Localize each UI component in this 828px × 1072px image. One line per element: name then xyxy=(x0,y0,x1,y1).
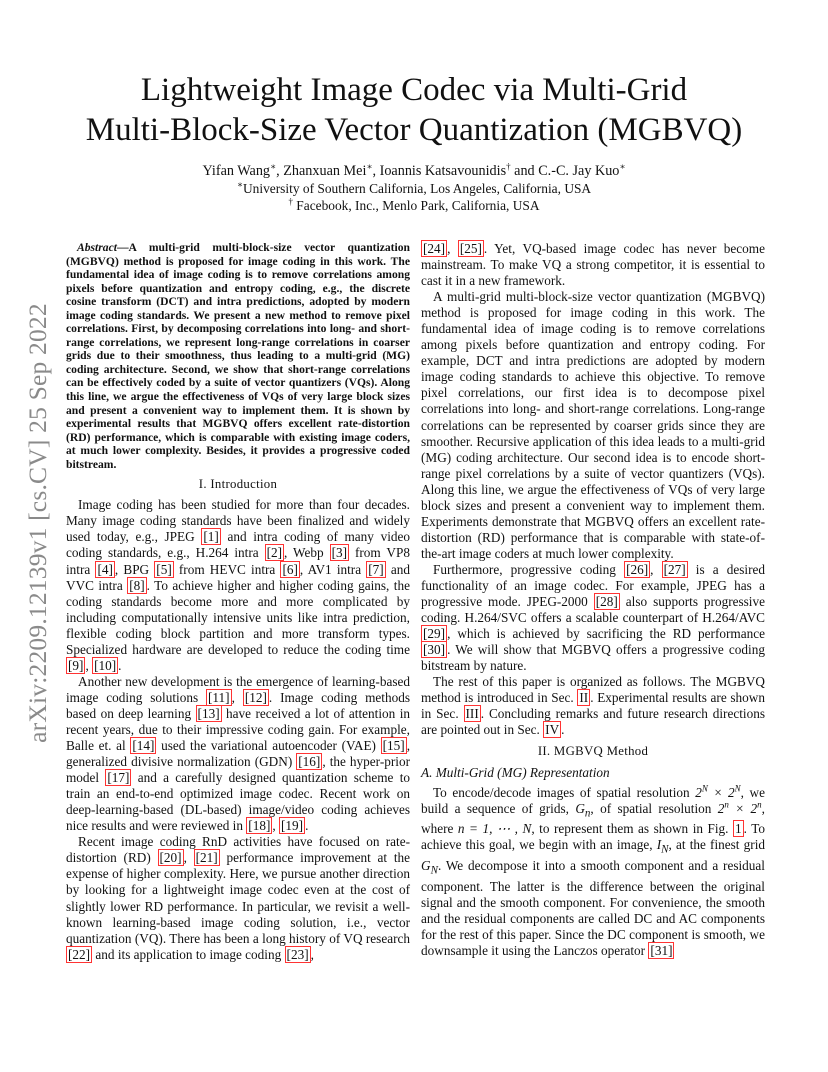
citation-link[interactable]: [2] xyxy=(266,545,283,561)
paragraph xyxy=(66,674,410,834)
affiliation-text: Facebook, Inc., Menlo Park, California, USA xyxy=(292,198,540,213)
separator: , xyxy=(276,163,284,179)
citation-link[interactable]: [13] xyxy=(197,705,220,721)
text-run: Furthermore, progressive coding xyxy=(433,561,625,577)
paper-title xyxy=(60,70,768,150)
text-run: used the variational autoencoder (VAE) xyxy=(156,738,381,754)
citation-link[interactable]: [4] xyxy=(97,561,113,577)
author-name: Yifan Wang xyxy=(202,163,271,179)
citation-link[interactable]: [19] xyxy=(280,818,304,834)
math-expression: $2^N \times 2^N$ xyxy=(695,783,741,800)
paragraph xyxy=(421,785,765,959)
citation-link[interactable]: [12] xyxy=(244,689,267,705)
citation-link[interactable]: [26] xyxy=(626,561,649,577)
citation-link[interactable]: [20] xyxy=(159,850,182,866)
citation-link[interactable]: [1] xyxy=(203,529,219,545)
text-run: , xyxy=(183,850,194,866)
affiliation-mark: ∗ xyxy=(619,161,626,172)
citation-link[interactable]: [18] xyxy=(248,818,271,834)
paragraph: A multi-grid multi-block-size vector quantization (MGBVQ) method is proposed for image coding in this work. The fundamental idea of image coding is to remove correlations among pixels before quantization and entropy coding. For example, DCT and intra predictions are adopted by modern image coding standards to achieve this objective. To remove pixel correlations, our first idea is to decompose pixel correlations into long- and short-range correlations. Long-range correlations can be represented by coarser grids since they are smoother. Recursive application of this idea leads to a multi-grid (MG) coding architecture. Our second idea is to encode short-range pixel correlations by a suite of vector quantizers (VQs). Along this line, we argue the effectiveness of VQs of very large block sizes and present a convenient way to implement them. Experiments demonstrate that MGBVQ offers an excellent rate-distortion (RD) performance that is comparable with state-of-the-art image coders at much lower complexity. xyxy=(421,289,765,561)
text-run: , where xyxy=(421,800,765,837)
arxiv-stamp xyxy=(22,285,54,760)
citation-link[interactable]: IV xyxy=(545,722,560,738)
text-run: . We will show that MGBVQ offers a progressive coding bitstream by nature. xyxy=(421,642,765,674)
arxiv-id: arXiv:2209.12139v1 [cs.CV] 25 Sep 2022 xyxy=(23,302,52,743)
citation-link[interactable]: III xyxy=(465,706,479,722)
affiliation-mark: † xyxy=(288,196,293,207)
affiliation-mark: ∗ xyxy=(270,161,277,172)
text-run: The rest of this paper is organized as follows. The MGBVQ method is introduced in Sec. xyxy=(421,674,765,706)
math-expression: $G_N$ xyxy=(421,858,438,877)
text-run: , xyxy=(272,818,279,834)
text-run: and its application to image coding xyxy=(92,946,285,962)
text-run: Image coding has been studied for more than four decades. Many image coding standards have been finalized and widely used today, e.g., JPEG xyxy=(66,497,410,545)
text-run: from VP8 intra xyxy=(66,545,410,577)
title-line-2: Multi-Block-Size Vector Quantization (MGBVQ) xyxy=(85,112,743,148)
text-run: , of spatial resolution xyxy=(590,800,718,816)
text-run: , xyxy=(85,657,93,673)
section-heading-introduction: I. Introduction xyxy=(198,477,278,492)
citation-link[interactable]: [27] xyxy=(663,561,686,577)
citation-link[interactable]: 1 xyxy=(735,821,742,837)
paragraph xyxy=(421,562,765,674)
text-run: , xyxy=(650,561,662,577)
text-run: , xyxy=(447,241,458,256)
paragraph xyxy=(66,834,410,962)
text-run: . Yet, VQ-based image codec has never become mainstream. To make VQ a strong competitor, it is essential to cast it in a new framework. xyxy=(421,241,765,289)
text-run: , to represent them as shown in Fig. xyxy=(531,821,734,837)
author-list xyxy=(60,163,768,180)
citation-link[interactable]: [5] xyxy=(156,561,172,577)
affiliation-mark: ∗ xyxy=(366,161,373,172)
text-run: have received a lot of attention in recent years, due to their impressive coding gain. For example, Balle et. al xyxy=(66,705,410,754)
separator: and xyxy=(510,163,539,179)
title-line-1: Lightweight Image Codec via Multi-Grid xyxy=(140,72,688,108)
math-expression: n = 1, ⋯ , N xyxy=(457,821,532,837)
citation-link[interactable]: [7] xyxy=(368,561,384,577)
citation-link[interactable]: II xyxy=(579,690,589,706)
text-run: , Webp xyxy=(284,545,330,561)
subsection-heading: A. Multi-Grid (MG) Representation xyxy=(421,764,610,780)
text-run: from HEVC intra xyxy=(173,561,281,577)
citation-link[interactable]: [10] xyxy=(94,657,117,673)
right-column xyxy=(421,241,765,959)
text-run: also supports progressive coding. H.264/SVC offers a scalable counterpart of H.264/AVC xyxy=(421,594,765,626)
text-run: To encode/decode images of spatial resolution xyxy=(433,784,696,800)
citation-link[interactable]: [23] xyxy=(286,946,309,962)
text-run: Recent image coding RnD activities have focused on rate-distortion (RD) xyxy=(66,834,410,866)
math-expression: $2^n \times 2^n$ xyxy=(717,799,762,816)
text-run: , BPG xyxy=(114,561,155,577)
citation-link[interactable]: [8] xyxy=(129,577,145,593)
citation-link[interactable]: [21] xyxy=(195,850,218,866)
citation-link[interactable]: [6] xyxy=(282,561,298,577)
citation-link[interactable]: [25] xyxy=(459,241,482,256)
citation-link[interactable]: [28] xyxy=(595,594,618,610)
text-run: and intra coding of many video coding standards, e.g., H.264 intra xyxy=(66,529,411,561)
affiliation-mark: † xyxy=(506,161,511,172)
citation-link[interactable]: [14] xyxy=(132,738,155,754)
citation-link[interactable]: [3] xyxy=(331,545,348,561)
citation-link[interactable]: [15] xyxy=(382,738,405,754)
text-run: , xyxy=(310,946,314,962)
text-run: . Experimental results are shown in Sec. xyxy=(421,690,765,722)
citation-link[interactable]: [22] xyxy=(68,946,91,962)
author-name: Zhanxuan Mei xyxy=(283,163,367,179)
text-run: performance improvement at the expense of higher complexity. Here, we pursue another direction by looking for a lightweight image codec even at the cost of slightly lower RD performance. In particular, we revisit a well-known learning-based image coding solution, i.e., vector quantization (VQ). There has been a long history of VQ research xyxy=(66,850,411,946)
text-run: , the hyper-prior model xyxy=(66,754,410,786)
left-column xyxy=(66,241,410,963)
text-run: , AV1 intra xyxy=(299,561,367,577)
math-expression: $G_n$ xyxy=(575,800,591,820)
text-run: . xyxy=(561,722,565,738)
paragraph xyxy=(66,497,410,674)
section-heading-method: II. MGBVQ Method xyxy=(537,744,649,759)
text-run: , at the finest grid xyxy=(668,837,765,853)
text-run: and a carefully designed quantization scheme to train an end-to-end optimized image codec. Recent work on deep-learning-based (DL-based) image/video coding achieves nice results and were reviewed in xyxy=(66,770,410,834)
text-run: , xyxy=(231,689,243,705)
citation-link[interactable]: [11] xyxy=(208,689,230,705)
text-run: , we build a sequence of grids, xyxy=(421,784,765,816)
abstract-label: Abstract xyxy=(77,241,117,254)
affiliation-usc xyxy=(60,181,768,197)
citation-link[interactable]: [16] xyxy=(298,754,321,770)
citation-link[interactable]: [17] xyxy=(107,770,130,786)
text-run: . xyxy=(118,657,122,673)
text-run: . We decompose it into a smooth component and a residual component. The latter is the difference between the original signal and the smooth component. For convenience, the smooth and the residual components are called DC and AC components for the rest of this paper. Since the DC component is smooth, we downsample it using the Lanczos operator xyxy=(421,858,765,958)
text-run: . xyxy=(305,818,309,834)
citation-link[interactable]: [30] xyxy=(423,642,446,658)
author-name: Ioannis Katsavounidis xyxy=(379,163,507,179)
affiliation-text: University of Southern California, Los Angeles, California, USA xyxy=(243,181,592,196)
citation-link[interactable]: [24] xyxy=(423,241,446,256)
citation-link[interactable]: [29] xyxy=(423,626,446,642)
abstract xyxy=(66,241,410,471)
citation-link[interactable]: [31] xyxy=(650,942,673,958)
affiliation-mark: ∗ xyxy=(236,179,243,190)
text-run: . Concluding remarks and future research directions are pointed out in Sec. xyxy=(421,706,766,738)
citation-link[interactable]: [9] xyxy=(68,657,84,673)
author-name: C.-C. Jay Kuo xyxy=(538,163,620,179)
text-run: Another new development is the emergence of learning-based image coding solutions xyxy=(66,673,410,705)
abstract-text: —A multi-grid multi-block-size vector quantization (MGBVQ) method is proposed for image coding in this work. The fundamental idea of image coding is to remove correlations among pixels before quantization and entropy coding, e.g., the discrete cosine transform (DCT) and intra predictions, adopted by modern image coding standards. We present a new method to remove pixel correlations. First, by decomposing correlations into long- and short-range correlations, we represent long-range correlations in coarser grids due to their smoothness, thus leading to a multi-grid (MG) coding architecture. Second, we show that short-range correlations can be effectively coded by a suite of vector quantizers (VQs). Along this line, we argue the effectiveness of VQs of very large block sizes and present a convenient way to implement them. It is shown by experimental results that MGBVQ offers excellent rate-distortion (RD) performance, which is comparable with existing image coders, at much lower complexity. Besides, it provides a progressive coded bitstream. xyxy=(66,241,410,471)
text-run: and VVC intra xyxy=(66,561,410,593)
paragraph xyxy=(421,674,765,738)
paragraph xyxy=(421,241,765,289)
text-run: , which is achieved by sacrificing the RD performance xyxy=(447,626,765,642)
text-run: is a desired functionality of an image codec. For example, JPEG has a progressive mode. JPEG-2000 xyxy=(421,561,766,610)
separator: , xyxy=(372,163,380,179)
math-expression: $I_N$ xyxy=(656,837,669,856)
text-run: , generalized divisive normalization (GDN) xyxy=(66,738,410,770)
text-run: . Image coding methods based on deep learning xyxy=(66,689,410,721)
text-run: . To achieve higher and higher coding gains, the coding standards become more and more complicated by including computationally intensive units like intra prediction, flexible coding block partition and more transform types. Specialized hardware are developed to reduce the coding time xyxy=(66,577,410,657)
text-run: . To achieve this goal, we begin with an image, xyxy=(421,821,766,853)
affiliation-facebook xyxy=(60,198,768,214)
